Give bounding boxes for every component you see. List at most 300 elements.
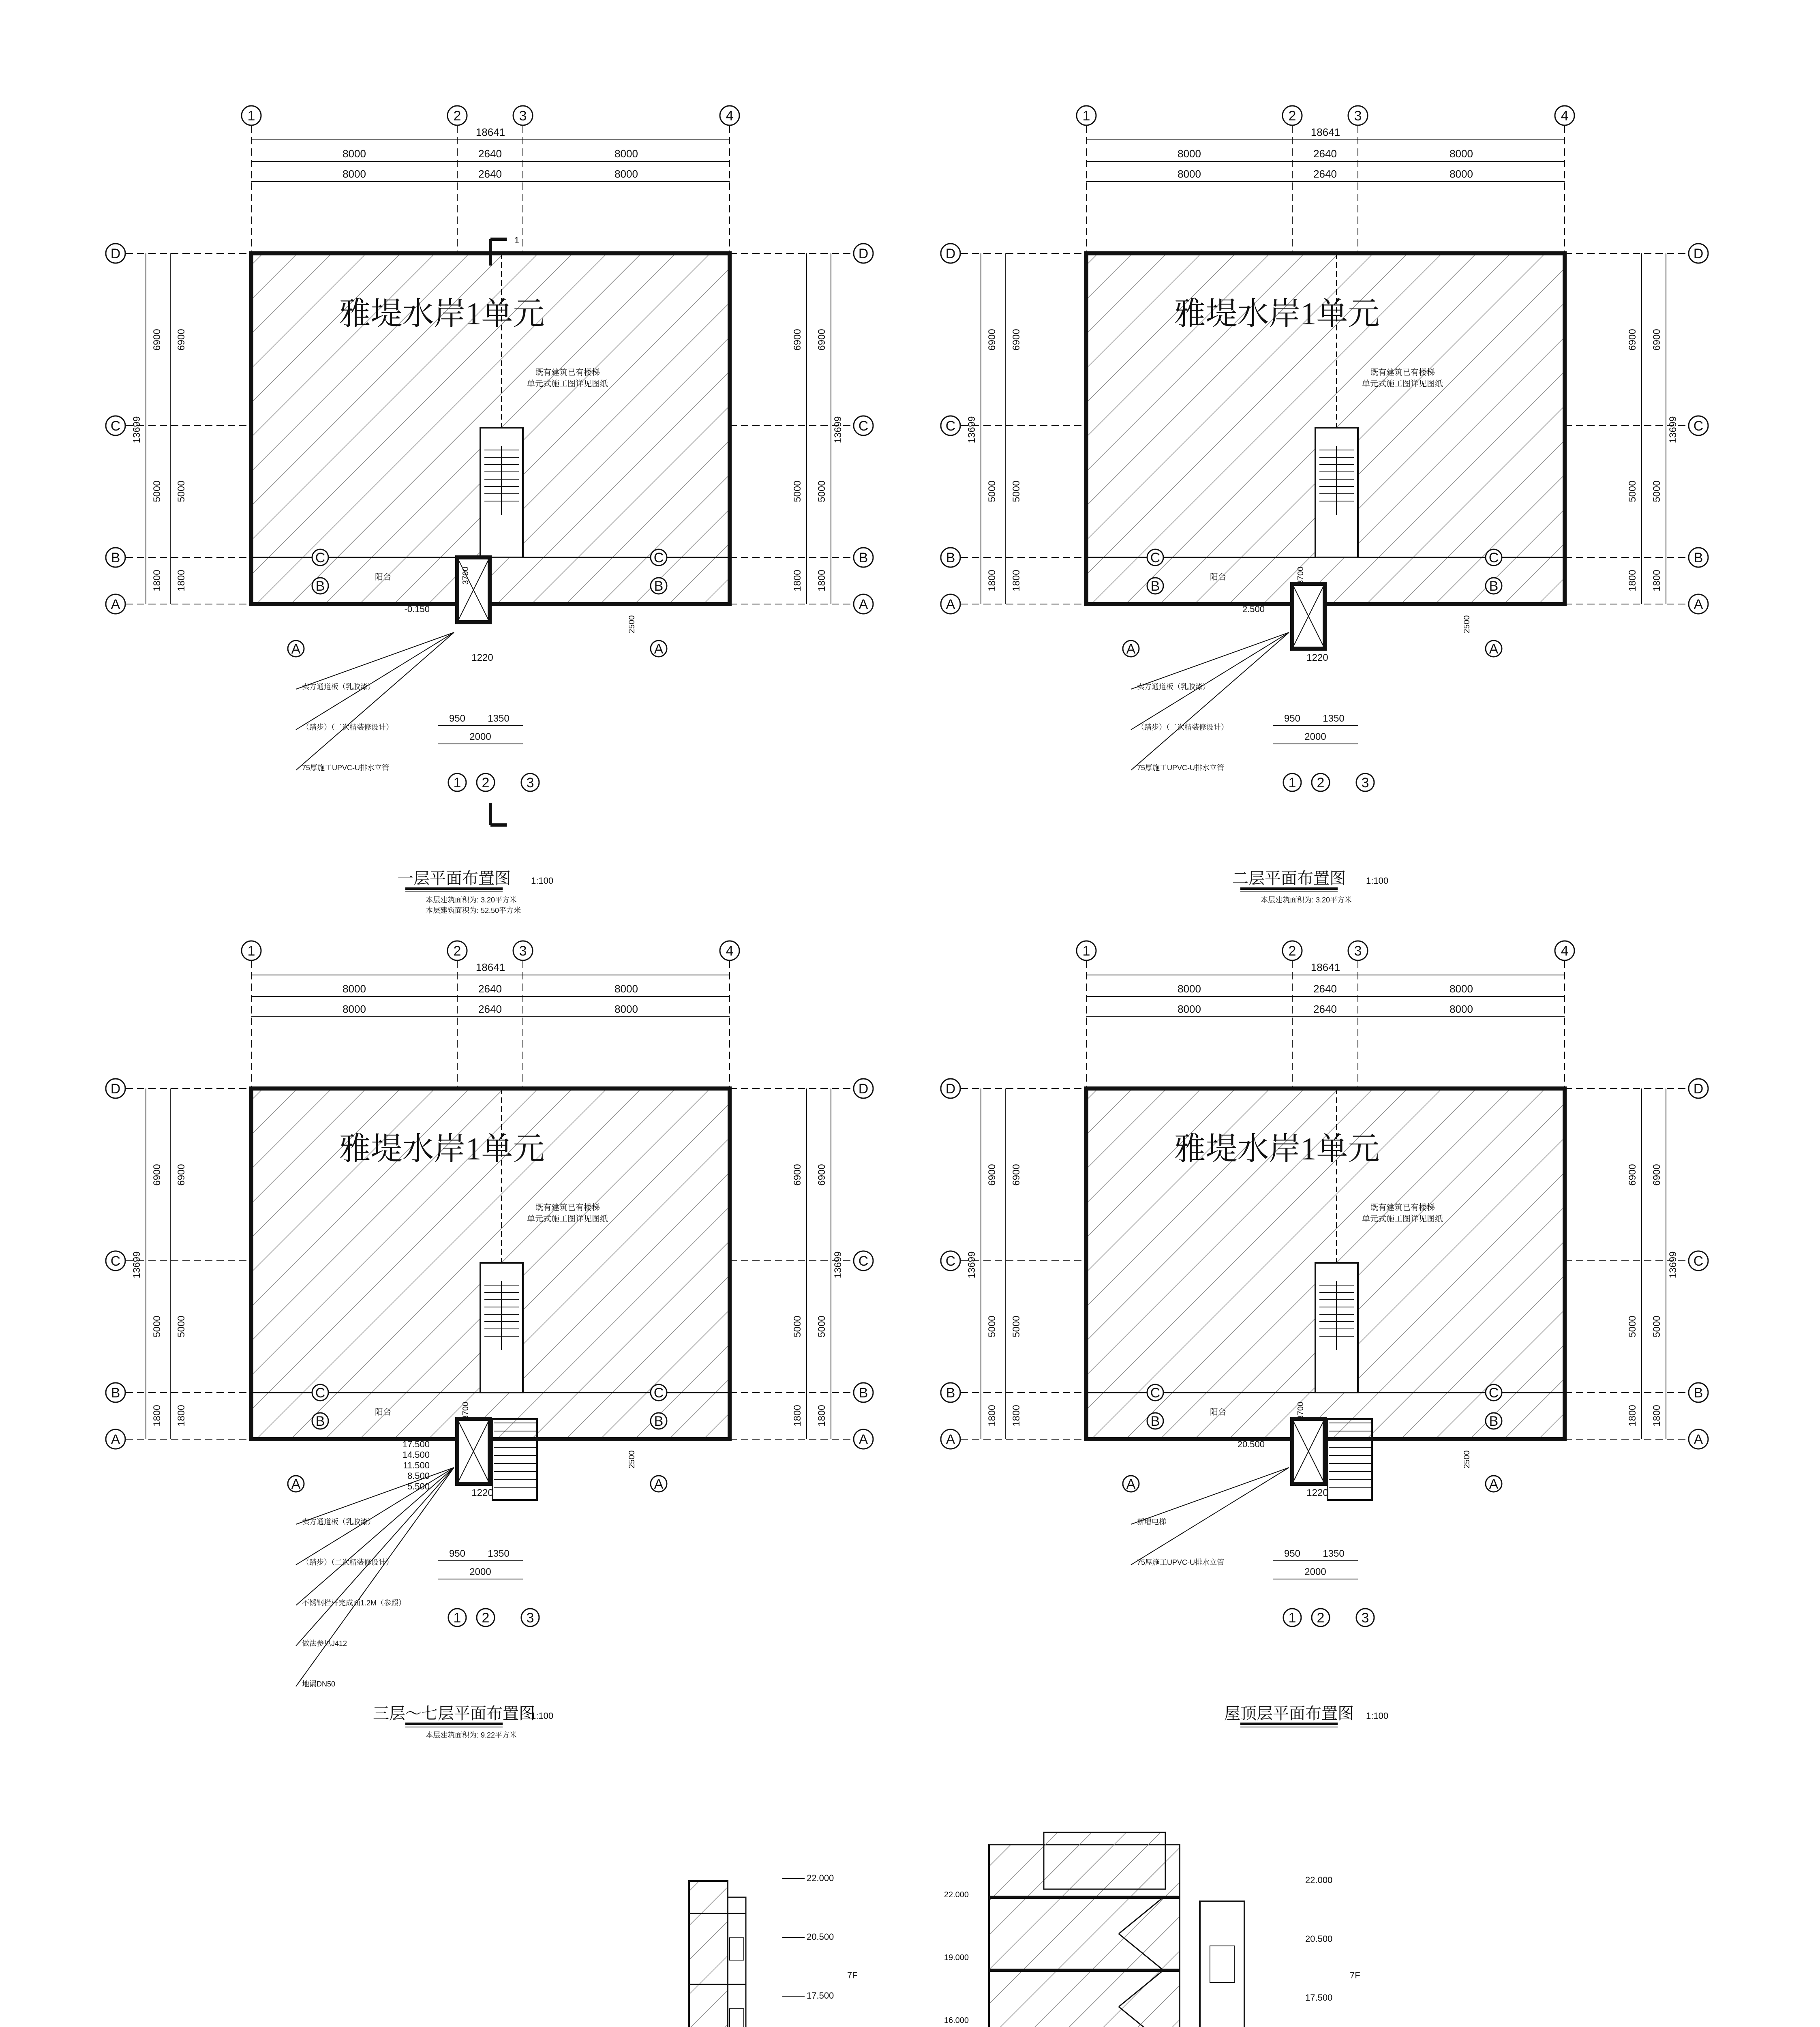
axis-label: 3 <box>1354 943 1362 959</box>
axis-bubble <box>1486 641 1502 657</box>
axis-bubble <box>1348 106 1368 125</box>
dim-span-right: 1800 <box>792 570 803 591</box>
dim-bay: 2640 <box>478 148 502 160</box>
dim-span-right-2: 5000 <box>816 1316 827 1337</box>
axis-bubble <box>1077 106 1096 125</box>
axis-label: B <box>1489 579 1499 594</box>
callout-text: 75厚施工UPVC-U排水立管 <box>1137 1558 1225 1566</box>
leader-line <box>296 1468 454 1686</box>
axis-bubble <box>1486 549 1502 566</box>
callout-text: 卖方通道板（乳胶漆） <box>302 683 375 691</box>
axis-label: C <box>1150 1385 1161 1401</box>
existing-note: 既有建筑已有楼梯 <box>1370 1203 1435 1212</box>
balcony-label: 阳台 <box>1210 573 1226 582</box>
axis-label: C <box>1150 550 1161 566</box>
axis-bubble <box>854 1383 873 1402</box>
axis-label: A <box>946 597 955 612</box>
axis-label: B <box>654 1414 664 1429</box>
axis-label: C <box>653 550 664 566</box>
axis-bubble <box>1283 106 1302 125</box>
axis-label: A <box>111 1432 120 1447</box>
axis-bubble <box>941 1383 960 1402</box>
dim-bay: 8000 <box>343 1003 366 1015</box>
dim-bottom: 1350 <box>488 713 510 724</box>
axis-label: C <box>315 1385 325 1401</box>
axis-bubble <box>1312 774 1330 791</box>
elevation-shaft <box>689 1881 728 2027</box>
section-level-right: 22.000 <box>1305 1875 1333 1885</box>
axis-bubble <box>941 1429 960 1449</box>
dim-span-right-2: 6900 <box>816 1164 827 1186</box>
axis-bubble <box>1486 1476 1502 1492</box>
axis-label: 2 <box>1317 1610 1325 1626</box>
plan-scale: 1:100 <box>531 1711 554 1721</box>
dim-span-right: 5000 <box>1627 1316 1638 1337</box>
section-level-left: 16.000 <box>944 2016 969 2025</box>
dim-bay: 2640 <box>1313 1003 1337 1015</box>
leader-line <box>296 1468 454 1605</box>
axis-label: A <box>291 1476 301 1492</box>
dim-bottom-total: 2000 <box>469 1566 491 1577</box>
axis-bubble <box>854 1079 873 1098</box>
dim-bay: 8000 <box>1178 1003 1201 1015</box>
dim-small: 3700 <box>1296 1401 1305 1420</box>
plan-title: 屋顶层平面布置图 <box>1224 1704 1354 1723</box>
dim-span-left-2: 5000 <box>176 480 187 502</box>
section-level-right: 20.500 <box>1305 1934 1333 1944</box>
axis-label: B <box>1150 1414 1160 1429</box>
callout-text: 新增电梯 <box>1137 1518 1166 1526</box>
dim-span-left-2: 1800 <box>176 1405 187 1427</box>
axis-bubble <box>106 548 125 567</box>
axis-bubble <box>1689 244 1708 263</box>
existing-note: 既有建筑已有楼梯 <box>535 1203 600 1212</box>
axis-bubble <box>941 1079 960 1098</box>
leader-line <box>296 1468 454 1646</box>
dim-span-left-2: 6900 <box>176 329 187 351</box>
axis-bubble <box>1689 594 1708 614</box>
dim-bottom-total: 2000 <box>1304 731 1326 742</box>
axis-label: 3 <box>1361 1610 1369 1626</box>
dim-bay: 8000 <box>343 148 366 160</box>
axis-bubble <box>477 774 495 791</box>
axis-label: A <box>946 1432 955 1447</box>
axis-label: B <box>1694 550 1703 566</box>
axis-label: A <box>111 597 120 612</box>
callout-text: 做法参见J412 <box>302 1639 347 1648</box>
axis-label: C <box>858 418 869 434</box>
building-label: 雅堤水岸1单元 <box>339 296 545 331</box>
axis-label: B <box>1489 1414 1499 1429</box>
axis-label: B <box>315 1414 325 1429</box>
axis-bubble <box>477 1609 495 1626</box>
axis-bubble <box>1486 1384 1502 1401</box>
axis-label: 2 <box>1288 108 1296 124</box>
axis-label: A <box>654 1476 664 1492</box>
axis-bubble <box>1356 1609 1374 1626</box>
axis-bubble <box>448 1609 466 1626</box>
axis-bubble <box>106 1251 125 1271</box>
dim-small: 2500 <box>627 1450 636 1469</box>
dim-span-right: 5000 <box>792 480 803 502</box>
axis-label: D <box>858 1081 869 1097</box>
axis-label: A <box>1126 641 1136 657</box>
axis-bubble <box>1123 1476 1139 1492</box>
dim-bay: 8000 <box>1178 983 1201 995</box>
axis-bubble <box>854 244 873 263</box>
building-label: 雅堤水岸1单元 <box>339 1131 545 1166</box>
dim-span-left: 1800 <box>987 1405 998 1427</box>
dim-total-left: 13699 <box>131 416 142 444</box>
callout-text: 75厚施工UPVC-U排水立管 <box>1137 764 1225 772</box>
elevation-1-3 <box>675 1873 858 2027</box>
axis-label: C <box>858 1253 869 1269</box>
section-level-right: 17.500 <box>1305 1993 1333 2003</box>
axis-bubble <box>106 1383 125 1402</box>
axis-label: 2 <box>1288 943 1296 959</box>
dim-span-right-2: 5000 <box>1651 1316 1662 1337</box>
dim-span-right: 5000 <box>792 1316 803 1337</box>
axis-label: A <box>654 641 664 657</box>
axis-bubble <box>1689 1079 1708 1098</box>
dim-bay: 8000 <box>1178 168 1201 180</box>
axis-bubble <box>1486 578 1502 594</box>
axis-label: 2 <box>453 943 461 959</box>
dim-span-right-2: 5000 <box>816 480 827 502</box>
axis-label: 3 <box>526 775 534 791</box>
existing-note: 单元式施工图详见图纸 <box>527 1215 608 1223</box>
elevation-window <box>730 2009 744 2027</box>
section-elevator-shaft <box>1200 1901 1244 2027</box>
axis-bubble <box>312 578 328 594</box>
callout-text: 卖方通道板（乳胶漆） <box>1137 683 1210 691</box>
dim-span-right: 5000 <box>1627 480 1638 502</box>
axis-bubble <box>448 941 467 960</box>
axis-bubble <box>1689 1383 1708 1402</box>
dim-span-right: 1800 <box>1627 570 1638 591</box>
dim-bay: 8000 <box>1450 1003 1473 1015</box>
axis-label: A <box>291 641 301 657</box>
existing-note: 既有建筑已有楼梯 <box>535 368 600 377</box>
existing-note: 单元式施工图详见图纸 <box>527 379 608 388</box>
dim-span-left-2: 1800 <box>1011 570 1022 591</box>
dim-bay: 8000 <box>615 168 638 180</box>
floor-plan-p2 <box>941 106 1708 904</box>
axis-bubble <box>242 106 261 125</box>
dim-span-left-2: 6900 <box>176 1164 187 1186</box>
axis-label: B <box>654 579 664 594</box>
dim-total-right: 13699 <box>833 1251 844 1279</box>
dim-span-right: 1800 <box>792 1405 803 1427</box>
axis-bubble <box>854 548 873 567</box>
axis-bubble <box>651 578 667 594</box>
section-roof-stair <box>1044 1832 1165 1889</box>
dim-bay: 8000 <box>615 148 638 160</box>
axis-label: B <box>315 579 325 594</box>
axis-label: 1 <box>453 775 461 791</box>
elevation-level: 20.500 <box>807 1932 834 1942</box>
axis-label: A <box>1694 597 1703 612</box>
callout-text: （踏步）（二次精装修设计） <box>302 723 393 731</box>
callout-text: 75厚施工UPVC-U排水立管 <box>302 764 390 772</box>
dim-small: 2500 <box>1462 615 1471 634</box>
dim-span-left-2: 6900 <box>1011 1164 1022 1186</box>
axis-label: C <box>1693 418 1704 434</box>
axis-label: 3 <box>519 943 527 959</box>
callout-text: 不锈钢栏杆完成面1.2M（参照） <box>302 1599 406 1607</box>
elevation-level: 17.500 <box>807 1991 834 2001</box>
dim-span-left: 1800 <box>152 1405 163 1427</box>
leader-line <box>296 632 454 770</box>
axis-bubble <box>1283 774 1301 791</box>
axis-label: B <box>1694 1385 1703 1401</box>
axis-bubble <box>1123 641 1139 657</box>
axis-bubble <box>312 1413 328 1429</box>
dim-shaft: 1220 <box>1306 652 1328 663</box>
axis-label: A <box>859 1432 868 1447</box>
dim-small: 2500 <box>1462 1450 1471 1469</box>
axis-bubble <box>1348 941 1368 960</box>
axis-label: B <box>111 550 120 566</box>
axis-bubble <box>651 641 667 657</box>
dim-bay: 2640 <box>1313 148 1337 160</box>
dim-overall: 18641 <box>1310 961 1340 973</box>
axis-label: 2 <box>453 108 461 124</box>
axis-bubble <box>854 1429 873 1449</box>
level-mark: 5.500 <box>407 1481 430 1491</box>
axis-bubble <box>1689 416 1708 435</box>
dim-span-left: 1800 <box>152 570 163 591</box>
callout-text: （踏步）（二次精装修设计） <box>302 1558 393 1566</box>
axis-bubble <box>513 106 533 125</box>
axis-bubble <box>1555 941 1574 960</box>
axis-bubble <box>288 641 304 657</box>
axis-bubble <box>854 416 873 435</box>
axis-bubble <box>513 941 533 960</box>
axis-label: 3 <box>519 108 527 124</box>
dim-bottom: 1350 <box>488 1548 510 1559</box>
axis-label: 4 <box>1561 108 1569 124</box>
dim-overall: 18641 <box>475 961 505 973</box>
dim-span-right-2: 1800 <box>816 570 827 591</box>
axis-label: D <box>858 246 869 261</box>
axis-label: C <box>1488 550 1499 566</box>
axis-bubble <box>941 416 960 435</box>
elevation-stair <box>728 1897 746 2027</box>
dim-overall: 18641 <box>1310 126 1340 138</box>
axis-bubble <box>448 106 467 125</box>
dim-span-right: 6900 <box>792 329 803 351</box>
dim-shaft: 1220 <box>1306 1487 1328 1498</box>
dim-shaft: 1220 <box>471 652 493 663</box>
axis-bubble <box>1356 774 1374 791</box>
axis-bubble <box>312 1384 328 1401</box>
axis-label: 1 <box>1082 108 1090 124</box>
plan-note: 本层建筑面积为: 3.20平方米 <box>1261 896 1352 904</box>
axis-label: 1 <box>247 108 255 124</box>
dim-small: 3700 <box>461 1401 470 1420</box>
section-level-left: 19.000 <box>944 1953 969 1962</box>
dim-bottom: 950 <box>449 713 466 724</box>
section-floor-name: 7F <box>1350 1970 1360 1980</box>
dim-span-right: 6900 <box>792 1164 803 1186</box>
dim-span-left-2: 6900 <box>1011 329 1022 351</box>
dim-bottom: 1350 <box>1323 1548 1345 1559</box>
axis-bubble <box>941 1251 960 1271</box>
axis-label: 2 <box>1317 775 1325 791</box>
elevation-window <box>730 1938 744 1960</box>
dim-span-right: 6900 <box>1627 329 1638 351</box>
level-mark: 14.500 <box>402 1450 430 1460</box>
axis-label: D <box>110 246 121 261</box>
axis-bubble <box>242 941 261 960</box>
axis-bubble <box>1689 1251 1708 1271</box>
axis-bubble <box>1283 1609 1301 1626</box>
dim-bay: 8000 <box>615 1003 638 1015</box>
dim-span-left: 5000 <box>987 480 998 502</box>
dim-span-right-2: 6900 <box>1651 329 1662 351</box>
plan-note: 本层建筑面积为: 52.50平方米 <box>426 906 521 915</box>
callout-text: （踏步）（二次精装修设计） <box>1137 723 1228 731</box>
axis-bubble <box>854 1251 873 1271</box>
dim-span-left: 5000 <box>152 1316 163 1337</box>
dim-bay: 8000 <box>343 168 366 180</box>
axis-label: C <box>653 1385 664 1401</box>
dim-bay: 2640 <box>1313 168 1337 180</box>
axis-label: 3 <box>526 1610 534 1626</box>
dim-span-left-2: 1800 <box>176 570 187 591</box>
dim-total-left: 13699 <box>966 1251 977 1279</box>
axis-bubble <box>651 1476 667 1492</box>
axis-label: 4 <box>726 943 734 959</box>
axis-bubble <box>1689 548 1708 567</box>
axis-label: B <box>859 550 868 566</box>
axis-label: A <box>1694 1432 1703 1447</box>
plan-scale: 1:100 <box>531 876 554 886</box>
callout-text: 卖方通道板（乳胶漆） <box>302 1518 375 1526</box>
axis-bubble <box>1283 941 1302 960</box>
axis-label: A <box>859 597 868 612</box>
plan-scale: 1:100 <box>1366 876 1389 886</box>
elevation-level: 22.000 <box>807 1873 834 1883</box>
level-mark: 17.500 <box>402 1439 430 1449</box>
dim-span-right: 6900 <box>1627 1164 1638 1186</box>
axis-bubble <box>651 1384 667 1401</box>
dim-span-left: 5000 <box>987 1316 998 1337</box>
dim-span-left: 1800 <box>987 570 998 591</box>
axis-label: 1 <box>1288 1610 1296 1626</box>
dim-shaft: 1220 <box>471 1487 493 1498</box>
level-mark: 11.500 <box>403 1460 430 1470</box>
axis-label: 1 <box>1082 943 1090 959</box>
axis-label: B <box>859 1385 868 1401</box>
elevation-floor-name: 7F <box>847 1970 858 1980</box>
axis-label: 1 <box>1288 775 1296 791</box>
axis-bubble <box>106 244 125 263</box>
dim-bay: 8000 <box>1450 168 1473 180</box>
axis-label: C <box>1693 1253 1704 1269</box>
axis-label: 1 <box>247 943 255 959</box>
dim-span-right-2: 1800 <box>1651 1405 1662 1427</box>
dim-total-right: 13699 <box>1668 416 1679 444</box>
building-label: 雅堤水岸1单元 <box>1174 296 1380 331</box>
axis-label: D <box>945 1081 956 1097</box>
axis-bubble <box>312 549 328 566</box>
section-elevator-car <box>1210 1946 1234 1982</box>
axis-label: B <box>1150 579 1160 594</box>
axis-bubble <box>106 594 125 614</box>
dim-bay: 8000 <box>1178 148 1201 160</box>
dim-span-left-2: 1800 <box>1011 1405 1022 1427</box>
dim-total-left: 13699 <box>131 1251 142 1279</box>
dim-span-left: 6900 <box>987 329 998 351</box>
dim-bottom: 950 <box>1284 713 1301 724</box>
level-mark: -0.150 <box>404 604 430 614</box>
existing-note: 单元式施工图详见图纸 <box>1362 379 1443 388</box>
dim-small: 2500 <box>627 615 636 634</box>
axis-bubble <box>448 774 466 791</box>
axis-bubble <box>106 1079 125 1098</box>
dim-total-right: 13699 <box>1668 1251 1679 1279</box>
axis-bubble <box>1077 941 1096 960</box>
axis-label: A <box>1489 641 1499 657</box>
axis-bubble <box>941 594 960 614</box>
axis-label: 4 <box>1561 943 1569 959</box>
axis-label: C <box>1488 1385 1499 1401</box>
axis-bubble <box>1312 1609 1330 1626</box>
axis-label: D <box>945 246 956 261</box>
floor-plan-p4 <box>941 941 1708 1727</box>
axis-label: 3 <box>1361 775 1369 791</box>
axis-bubble <box>1147 578 1163 594</box>
existing-note: 既有建筑已有楼梯 <box>1370 368 1435 377</box>
axis-bubble <box>1486 1413 1502 1429</box>
axis-label: A <box>1489 1476 1499 1492</box>
section-mark-label: 1 <box>514 235 520 245</box>
balcony-label: 阳台 <box>375 573 391 582</box>
level-mark: 20.500 <box>1237 1439 1265 1449</box>
dim-small: 3700 <box>461 566 470 585</box>
axis-label: B <box>111 1385 120 1401</box>
dim-total-left: 13699 <box>966 416 977 444</box>
dim-bottom: 950 <box>1284 1548 1301 1559</box>
level-mark: 2.500 <box>1242 604 1265 614</box>
leader-line <box>1131 632 1289 770</box>
floor-plan-p1 <box>106 106 873 915</box>
dim-span-right-2: 1800 <box>816 1405 827 1427</box>
axis-label: C <box>110 1253 121 1269</box>
building-label: 雅堤水岸1单元 <box>1174 1131 1380 1166</box>
plan-title: 一层平面布置图 <box>397 869 511 887</box>
dim-span-right-2: 6900 <box>1651 1164 1662 1186</box>
axis-bubble <box>288 1476 304 1492</box>
plan-title: 二层平面布置图 <box>1232 869 1346 887</box>
axis-bubble <box>521 1609 539 1626</box>
plan-scale: 1:100 <box>1366 1711 1389 1721</box>
existing-note: 单元式施工图详见图纸 <box>1362 1215 1443 1223</box>
dim-span-left: 6900 <box>987 1164 998 1186</box>
dim-bottom: 1350 <box>1323 713 1345 724</box>
dim-bay: 8000 <box>343 983 366 995</box>
dim-bay: 2640 <box>478 168 502 180</box>
axis-label: 4 <box>726 108 734 124</box>
dim-span-left: 6900 <box>152 1164 163 1186</box>
axis-bubble <box>854 594 873 614</box>
axis-bubble <box>1147 1384 1163 1401</box>
axis-bubble <box>1689 1429 1708 1449</box>
section-level-left: 22.000 <box>944 1890 969 1899</box>
dim-bay: 2640 <box>478 983 502 995</box>
